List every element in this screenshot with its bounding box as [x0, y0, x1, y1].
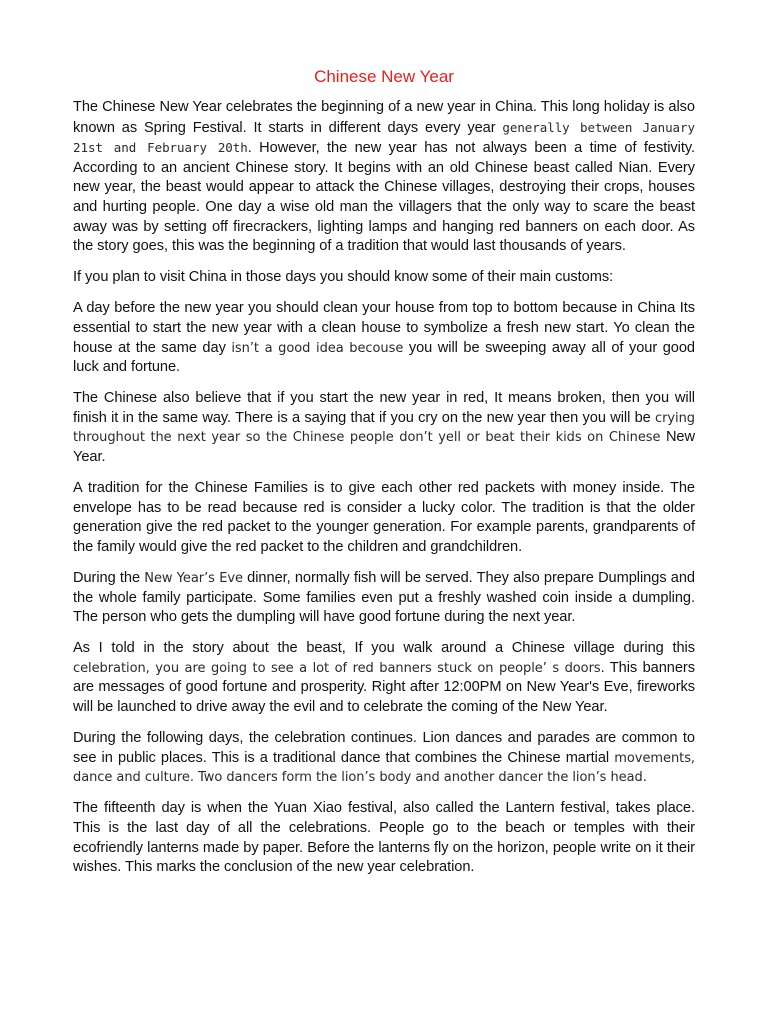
paragraph-dinner	[73, 569, 695, 628]
text-run: The fifteenth day is when the Yuan Xiao festival, also called the Lantern festival, takes place. This is the last day of all the celebrations. People go to the beach or temples with their ecofriendly lanterns made by paper. Before the lanterns fly on the horizon, people write on it their wishes. This marks the conclusion of the new year celebration.	[73, 800, 695, 876]
text-run: If you plan to visit China in those days you should know some of their main customs:	[73, 269, 614, 286]
paragraph-banners	[73, 639, 695, 717]
text-run: dinner, normally fish will be served. They also prepare Dumplings and the whole family participate. Some families even put a freshly washed coin inside a dumpling. The person who gets the dumpling will have good fortune during the next year.	[73, 569, 695, 626]
text-run: . However, the new year has not always been a time of festivity. According to an ancient Chinese story. It begins with an old Chinese beast called Nian. Every new year, the beast would appear to attack the Chinese villages, destroying their crops, houses and hurting people. One day a wise old man the villagers that the only way to scare the beast away was by setting off firecrackers, lighting lamps and hanging red banners on each door. As the story goes, this was the beginning of a tradition that would last thousands of years.	[73, 140, 696, 255]
paragraph-lantern-festival	[73, 799, 695, 877]
text-run: As I told in the story about the beast, If you walk around a Chinese village during this	[73, 640, 695, 657]
paragraph-customs-intro	[73, 268, 695, 288]
paragraph-cleaning	[73, 299, 695, 377]
text-run: A tradition for the Chinese Families is to give each other red packets with money inside. The envelope has to be read because red is consider a lucky color. The tradition is that the older generation give the red packet to the younger generation. For example parents, grandparents of the family would give the red packet to the children and grandchildren.	[73, 480, 695, 555]
text-run-date-range: generally between January 21st and February 20th	[73, 119, 695, 156]
text-run-alt: New Year’s Eve	[144, 570, 243, 586]
paragraph-red-belief	[73, 389, 695, 467]
text-run: The Chinese also believe that if you start the new year in red, It means broken, then you will finish it in the same way. There is a saying that if you cry on the new year then you will be	[73, 390, 695, 426]
text-run: During the	[73, 569, 145, 586]
paragraph-red-packets	[73, 479, 695, 557]
text-run: . This banners are messages of good fortune and prosperity. Right after 12:00PM on New Year's Eve, fireworks will be launched to drive away the evil and to celebrate the coming of the New Year.	[73, 659, 695, 716]
document-title: Chinese New Year	[314, 67, 454, 86]
paragraph-intro	[73, 98, 695, 257]
text-run: During the following days, the celebration continues. Lion dances and parades are common to see in public places. This is a traditional dance that combines the Chinese martial	[73, 730, 695, 766]
text-run-alt: celebration, you are going to see a lot of red banners stuck on people’ s doors	[73, 660, 601, 676]
text-run: The Chinese New Year celebrates the beginning of a new year in China. This long holiday is also known as Spring Festival. It starts in different days every year	[73, 99, 695, 136]
text-run-alt: crying throughout the next year so the Chinese people don’t yell or beat their kids on Chinese	[73, 410, 695, 446]
text-run: you will be sweeping away all of your good luck and fortune.	[73, 339, 695, 376]
text-run: A day before the new year you should clean your house from top to bottom because in China Its essential to start the new year with a clean house to symbolize a fresh new start. Yo clean the house at the same day	[73, 300, 695, 356]
text-run-alt: isn’t a good idea becouse	[231, 340, 404, 356]
text-run-alt: movements, dance and culture. Two dancers form the lion’s body and another dancer the lion’s head.	[73, 750, 695, 786]
text-run: New Year.	[73, 429, 695, 465]
paragraph-lion-dance	[73, 729, 695, 788]
